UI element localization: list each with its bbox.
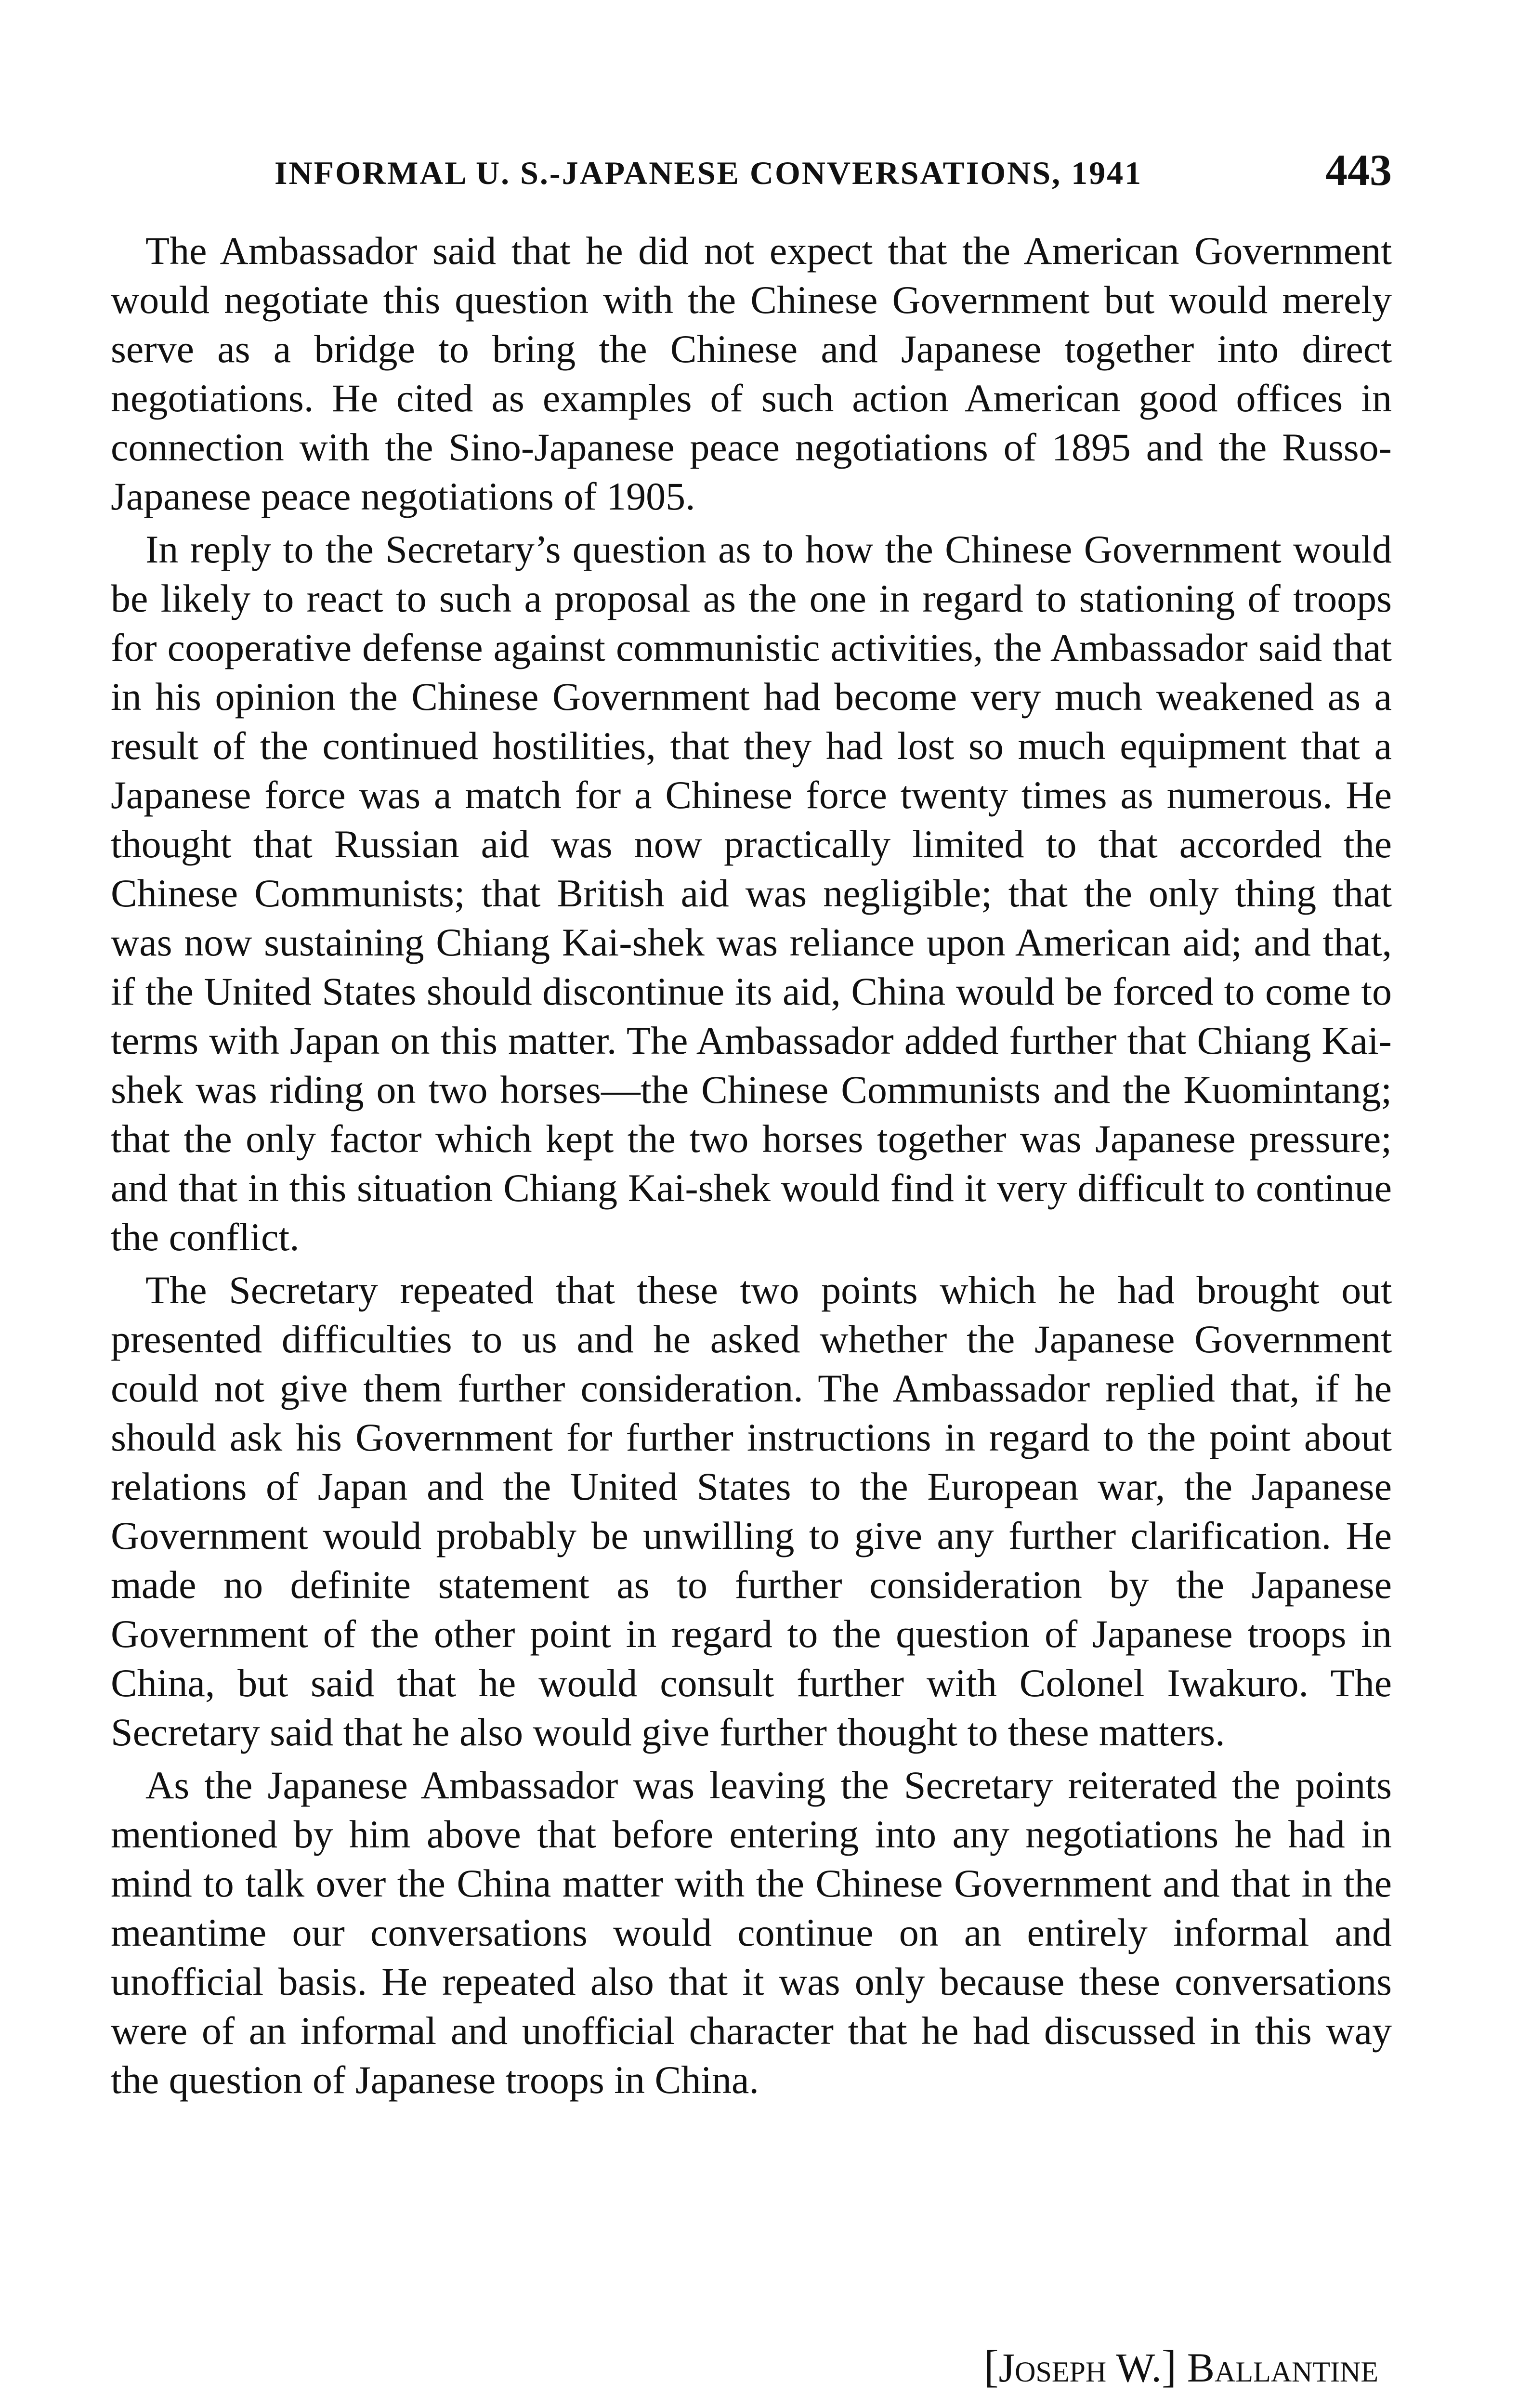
signature	[983, 2341, 1378, 2393]
paragraph-ambassador-bridge: The Ambassador said that he did not expect that the American Government would negotiate this question with the Chinese Government but would merely serve as a bridge to bring the Chinese and Japanese together into direct negotiations. He cited as examples of such action American good offices in connection with the Sino-Japanese peace negotiations of 1895 and the Russo-Japanese peace negotiations of 1905.	[111, 229, 1392, 518]
running-title: INFORMAL U. S.-JAPANESE CONVERSATIONS, 1941	[275, 155, 1143, 191]
running-header	[116, 144, 1392, 202]
paragraph-secretary-difficulties: The Secretary repeated that these two points which he had brought out presented difficulties to us and he asked whether the Japanese Government could not give them further consideration. The Ambassador replied that, if he should ask his Government for further instructions in regard to the point about relations of Japan and the United States to the European war, the Japanese Government would probably be unwilling to give any further clarification. He made no definite statement as to further consideration by the Japanese Government of the other point in regard to the question of Japanese troops in China, but said that he would consult further with Colonel Iwakuro. The Secretary said that he also would give further thought to these matters.	[111, 1268, 1392, 1754]
signature-close-bracket: ]	[1161, 2342, 1177, 2392]
paragraph-chinese-government-reaction: In reply to the Secretary’s question as to how the Chinese Government would be likely to react to such a proposal as the one in regard to stationing of troops for cooperative defense against communistic activities, the Ambassador said that in his opinion the Chinese Government had become very much weakened as a result of the continued hostilities, that they had lost so much equipment that a Japanese force was a match for a Chinese force twenty times as numerous. He thought that Russian aid was now practically limited to that accorded the Chinese Communists; that British aid was negligible; that the only thing that was now sustaining Chiang Kai-shek was reliance upon American aid; and that, if the United States should discontinue its aid, China would be forced to come to terms with Japan on this matter. The Ambassador added further that Chiang Kai-shek was riding on two horses—the Chinese Communists and the Kuomintang; that the only factor which kept the two horses together was Japanese pressure; and that in this situation Chiang Kai-shek would find it very difficult to continue the conflict.	[111, 527, 1392, 1259]
signature-open-bracket: [	[983, 2342, 999, 2392]
page-number: 443	[1325, 145, 1392, 195]
signature-surname: Ballantine	[1187, 2344, 1378, 2391]
body-text	[111, 226, 1392, 2108]
signature-first-name: Joseph W.	[998, 2344, 1162, 2391]
paragraph-closing-remarks: As the Japanese Ambassador was leaving the Secretary reiterated the points mentioned by him above that before entering into any negotiations he had in mind to talk over the China matter with the Chinese Government and that in the meantime our conversations would continue on an entirely informal and unofficial basis. He repeated also that it was only because these conversations were of an informal and unofficial character that he had discussed in this way the question of Japanese troops in China.	[111, 1763, 1392, 2102]
